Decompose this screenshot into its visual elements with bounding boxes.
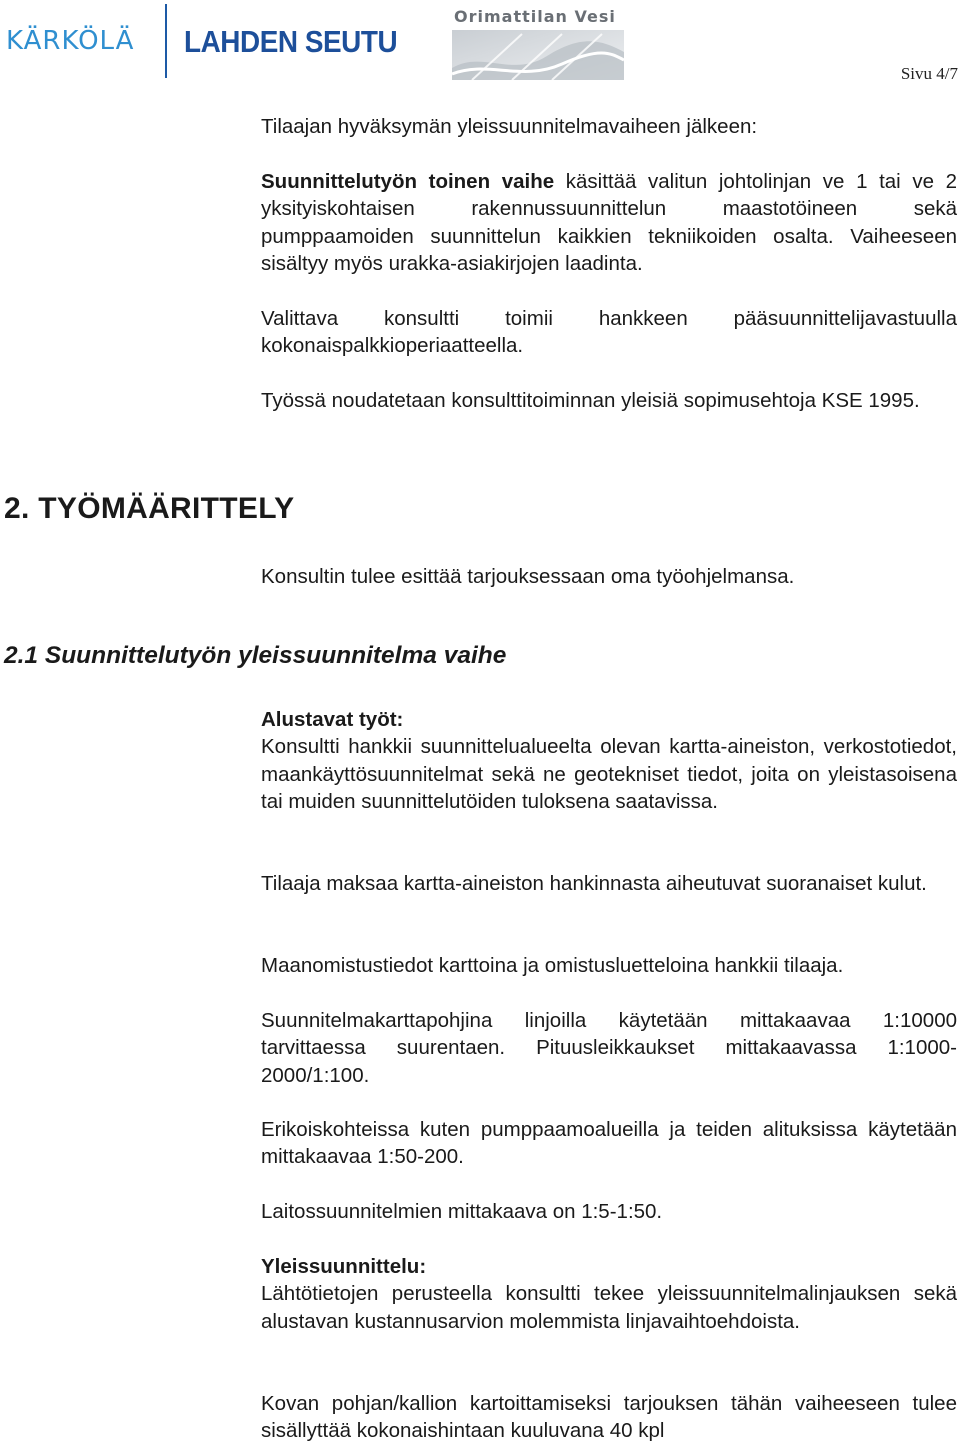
- water-wave-logo-icon: [452, 30, 624, 80]
- map-costs-paragraph: [261, 870, 957, 897]
- phase2-lead: Suunnittelutyön toinen vaihe: [261, 170, 555, 193]
- special-sites-paragraph: [261, 1116, 957, 1171]
- map-scale-paragraph: [261, 1007, 957, 1089]
- plant-scale-paragraph: [261, 1198, 957, 1225]
- lahden-seutu-logo: LAHDEN SEUTU: [184, 24, 398, 59]
- intro-heading-text: Tilaajan hyväksymän yleissuunnitelmavaiheen jälkeen:: [261, 115, 758, 138]
- intro-heading: [261, 113, 957, 140]
- general-plan-heading: Yleissuunnittelu:: [261, 1255, 427, 1278]
- preliminary-work-text: Konsultti hankkii suunnittelualueelta olevan kartta-aineiston, verkostotiedot, maankäyttösuunnitelmat sekä ne geotekniset tiedot, joita on yleistasoisena tai muiden suunnittelutöiden tuloksena saatavissa.: [261, 735, 957, 814]
- map-scale-text: Suunnitelmakarttapohjina linjoilla käytetään mittakaavaa 1:10000 tarvittaessa suurentaen. Pituusleikkaukset mittakaavassa 1:1000-2000/1:100.: [261, 1009, 957, 1087]
- section-2-paragraph: [261, 563, 957, 590]
- ownership-data-text: Maanomistustiedot karttoina ja omistusluetteloina hankkii tilaaja.: [261, 954, 844, 977]
- contract-terms-text: Työssä noudatetaan konsulttitoiminnan yleisiä sopimusehtoja KSE 1995.: [261, 389, 920, 412]
- section-2-text: Konsultin tulee esittää tarjouksessaan oma työohjelmansa.: [261, 565, 795, 588]
- plant-scale-text: Laitossuunnitelmien mittakaava on 1:5-1:50.: [261, 1200, 663, 1223]
- preliminary-work-paragraph: [261, 706, 957, 816]
- phase2-paragraph-text: [261, 168, 957, 278]
- karkola-logo: KÄRKÖLÄ: [6, 26, 135, 56]
- ownership-data-paragraph: [261, 952, 957, 979]
- special-sites-text: Erikoiskohteissa kuten pumppaamoalueilla ja teiden alituksissa käytetään mittakaavaa 1:50-200.: [261, 1118, 957, 1169]
- contract-terms-paragraph: [261, 387, 957, 414]
- page-number: Sivu 4/7: [900, 64, 958, 83]
- section-2-1-heading: 2.1 Suunnittelutyön yleissuunnitelma vaihe: [4, 642, 507, 669]
- soil-survey-text: Kovan pohjan/kallion kartoittamiseksi tarjouksen tähän vaiheeseen tulee sisällyttää kokonaishintaan kuuluvana 40 kpl: [261, 1392, 957, 1443]
- general-plan-text: Lähtötietojen perusteella konsultti tekee yleissuunnitelmalinjauksen sekä alustavan kustannusarvion molemmista linjavaihtoehdoista.: [261, 1282, 957, 1333]
- soil-survey-paragraph: [261, 1390, 957, 1445]
- logo-divider: [165, 4, 167, 78]
- consultant-responsibility-paragraph: [261, 305, 957, 360]
- section-2-heading: 2. TYÖMÄÄRITTELY: [4, 492, 295, 525]
- consultant-responsibility-text: Valittava konsultti toimii hankkeen pääsuunnittelijavastuulla kokonaispalkkioperiaatteella.: [261, 307, 957, 358]
- orimattilan-vesi-logo-text: Orimattilan Vesi: [454, 7, 616, 26]
- map-costs-text: Tilaaja maksaa kartta-aineiston hankinnasta aiheutuvat suoranaiset kulut.: [261, 872, 927, 895]
- general-plan-paragraph: [261, 1253, 957, 1335]
- orimattilan-vesi-logo: [452, 4, 624, 80]
- phase2-text: käsittää valitun johtolinjan ve 1 tai ve 2 yksityiskohtaisen rakennussuunnittelun maastotöineen sekä pumppaamoiden suunnittelun kaikkien tekniikoiden osalta. Vaiheeseen sisältyy myös urakka-asiakirjojen laadinta.: [261, 170, 957, 276]
- preliminary-work-heading: Alustavat työt:: [261, 708, 404, 731]
- phase2-paragraph: [261, 168, 957, 278]
